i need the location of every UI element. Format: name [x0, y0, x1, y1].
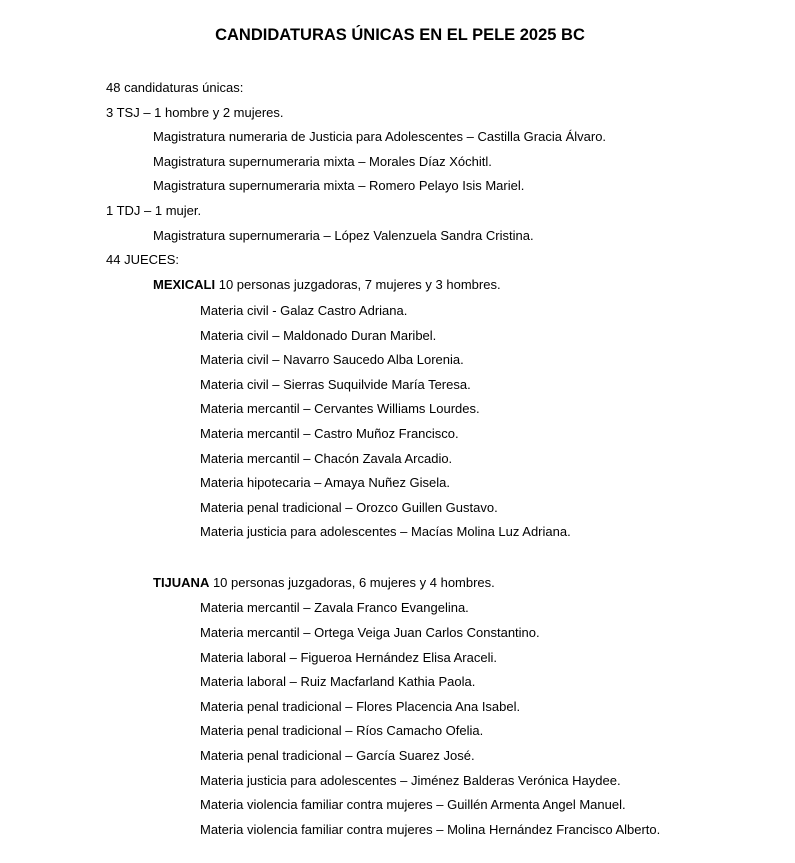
list-item: Materia mercantil – Ortega Veiga Juan Carlos Constantino.: [200, 625, 540, 640]
list-item: Materia penal tradicional – Orozco Guillen Gustavo.: [200, 500, 498, 515]
list-item: Materia laboral – Figueroa Hernández Elisa Araceli.: [200, 650, 497, 665]
tsj-heading: 3 TSJ – 1 hombre y 2 mujeres.: [106, 105, 284, 120]
list-item: Materia civil – Maldonado Duran Maribel.: [200, 328, 437, 343]
list-item: Magistratura supernumeraria mixta – Romero Pelayo Isis Mariel.: [153, 178, 525, 193]
mexicali-desc: 10 personas juzgadoras, 7 mujeres y 3 hombres.: [215, 277, 501, 292]
list-item: Materia civil - Galaz Castro Adriana.: [200, 303, 408, 318]
list-item: Magistratura supernumeraria mixta – Morales Díaz Xóchitl.: [153, 154, 492, 169]
list-item: Materia mercantil – Chacón Zavala Arcadio.: [200, 451, 453, 466]
list-item: Materia civil – Navarro Saucedo Alba Lorenia.: [200, 352, 464, 367]
list-item: Materia violencia familiar contra mujeres – Molina Hernández Francisco Alberto.: [200, 822, 661, 837]
mexicali-heading: [153, 277, 501, 293]
list-item: Materia mercantil – Zavala Franco Evangelina.: [200, 600, 469, 615]
tijuana-name: TIJUANA: [153, 575, 210, 590]
tdj-heading: 1 TDJ – 1 mujer.: [106, 203, 202, 218]
jueces-heading: 44 JUECES:: [106, 252, 179, 267]
list-item: Materia mercantil – Cervantes Williams Lourdes.: [200, 401, 480, 416]
list-item: Materia hipotecaria – Amaya Nuñez Gisela.: [200, 475, 451, 490]
list-item: Materia penal tradicional – Flores Placencia Ana Isabel.: [200, 699, 521, 714]
tijuana-desc: 10 personas juzgadoras, 6 mujeres y 4 hombres.: [209, 575, 495, 590]
list-item: Materia laboral – Ruiz Macfarland Kathia Paola.: [200, 674, 476, 689]
list-item: Magistratura numeraria de Justicia para Adolescentes – Castilla Gracia Álvaro.: [153, 129, 607, 144]
list-item: Materia penal tradicional – García Suarez José.: [200, 748, 475, 763]
list-item: Magistratura supernumeraria – López Valenzuela Sandra Cristina.: [153, 228, 534, 243]
list-item: Materia justicia para adolescentes – Jiménez Balderas Verónica Haydee.: [200, 773, 621, 788]
mexicali-name: MEXICALI: [153, 277, 216, 292]
list-item: Materia penal tradicional – Ríos Camacho Ofelia.: [200, 723, 484, 738]
list-item: Materia justicia para adolescentes – Macías Molina Luz Adriana.: [200, 524, 571, 539]
list-item: Materia mercantil – Castro Muñoz Francisco.: [200, 426, 459, 441]
list-item: Materia civil – Sierras Suquilvide María Teresa.: [200, 377, 471, 392]
tijuana-heading: [153, 575, 495, 591]
summary-line: 48 candidaturas únicas:: [106, 80, 244, 95]
list-item: Materia violencia familiar contra mujeres – Guillén Armenta Angel Manuel.: [200, 797, 626, 812]
page-title: CANDIDATURAS ÚNICAS EN EL PELE 2025 BC: [215, 26, 585, 44]
